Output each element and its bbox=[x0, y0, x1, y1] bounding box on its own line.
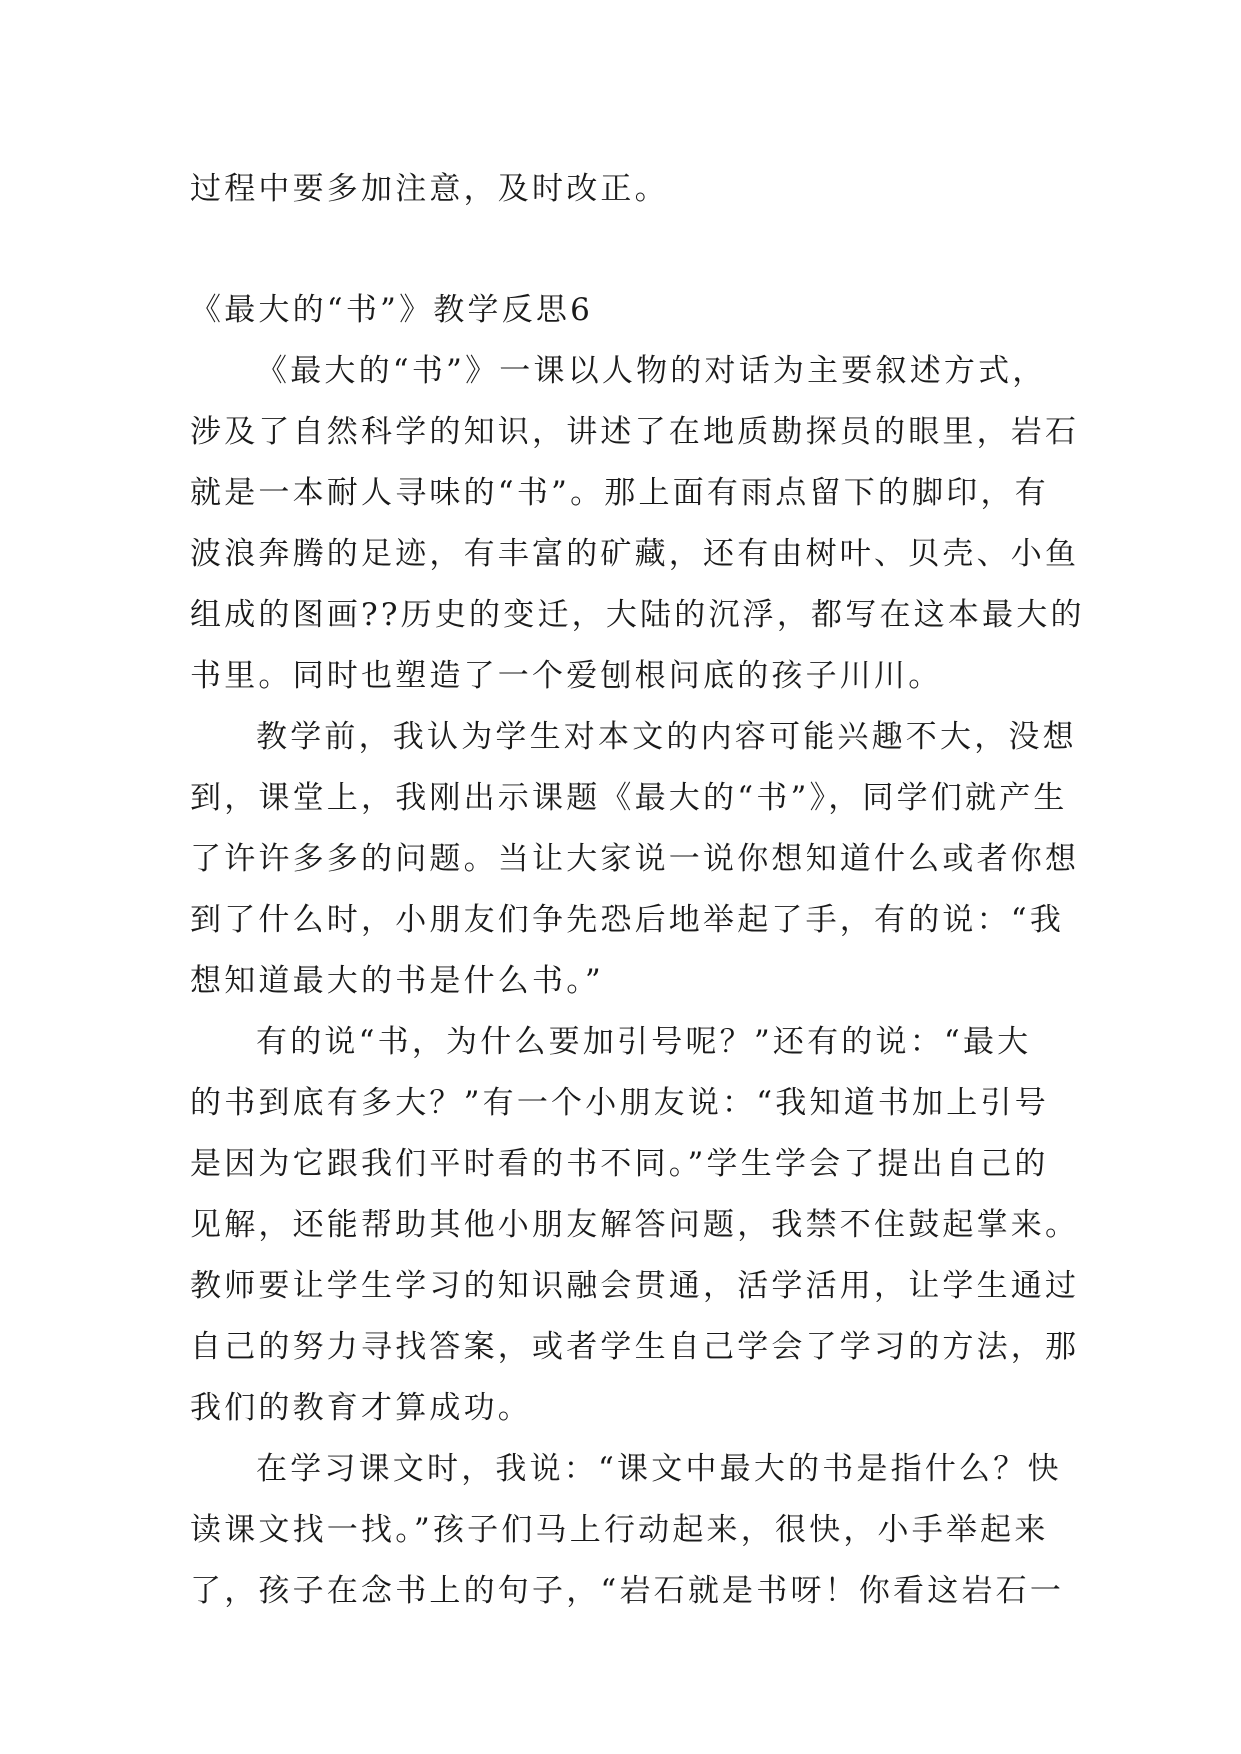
text-line: 在学习课文时，我说：“课文中最大的书是指什么？快 bbox=[256, 1451, 1062, 1487]
text-line: 了许许多多的问题。当让大家说一说你想知道什么或者你想 bbox=[190, 841, 1080, 877]
text-line: 的书到底有多大？”有一个小朋友说：“我知道书加上引号 bbox=[190, 1085, 1049, 1121]
text-line: 书里。同时也塑造了一个爱刨根问底的孩子川川。 bbox=[190, 658, 943, 694]
text-line: 我们的教育才算成功。 bbox=[190, 1390, 532, 1426]
text-line: 波浪奔腾的足迹，有丰富的矿藏，还有由树叶、贝壳、小鱼 bbox=[190, 536, 1080, 572]
text-line: 见解，还能帮助其他小朋友解答问题，我禁不住鼓起掌来。 bbox=[190, 1207, 1080, 1243]
text-line: 到了什么时，小朋友们争先恐后地举起了手，有的说：“我 bbox=[190, 902, 1065, 938]
text-line: 自己的努力寻找答案，或者学生自己学会了学习的方法，那 bbox=[190, 1329, 1080, 1365]
text-line: 到，课堂上，我刚出示课题《最大的“书”》，同学们就产生 bbox=[190, 780, 1068, 816]
text-line: 有的说“书，为什么要加引号呢？”还有的说：“最大 bbox=[256, 1024, 1032, 1060]
text-line: 教师要让学生学习的知识融会贯通，活学活用，让学生通过 bbox=[190, 1268, 1080, 1304]
text-line: 了，孩子在念书上的句子，“岩石就是书呀！你看这岩石一 bbox=[190, 1573, 1065, 1609]
text-line: 教学前，我认为学生对本文的内容可能兴趣不大，没想 bbox=[256, 719, 1077, 755]
text-line: 想知道最大的书是什么书。” bbox=[190, 963, 604, 999]
section-heading bbox=[190, 280, 1070, 341]
text-line: 读课文找一找。”孩子们马上行动起来，很快，小手举起来 bbox=[190, 1512, 1049, 1548]
text-line: 涉及了自然科学的知识，讲述了在地质勘探员的眼里，岩石 bbox=[190, 414, 1080, 450]
heading-text: 《最大的“书”》教学反思6 bbox=[190, 292, 594, 328]
text-line: 《最大的“书”》一课以人物的对话为主要叙述方式， bbox=[256, 353, 1047, 389]
text-line: 就是一本耐人寻味的“书”。那上面有雨点留下的脚印，有 bbox=[190, 475, 1049, 511]
text-line: 过程中要多加注意，及时改正。 bbox=[190, 171, 669, 207]
article-body bbox=[190, 341, 1085, 1622]
text-line: 组成的图画??历史的变迁，大陆的沉浮，都写在这本最大的 bbox=[190, 597, 1085, 633]
text-line: 是因为它跟我们平时看的书不同。”学生学会了提出自己的 bbox=[190, 1146, 1049, 1182]
continued-fragment bbox=[190, 159, 1070, 220]
